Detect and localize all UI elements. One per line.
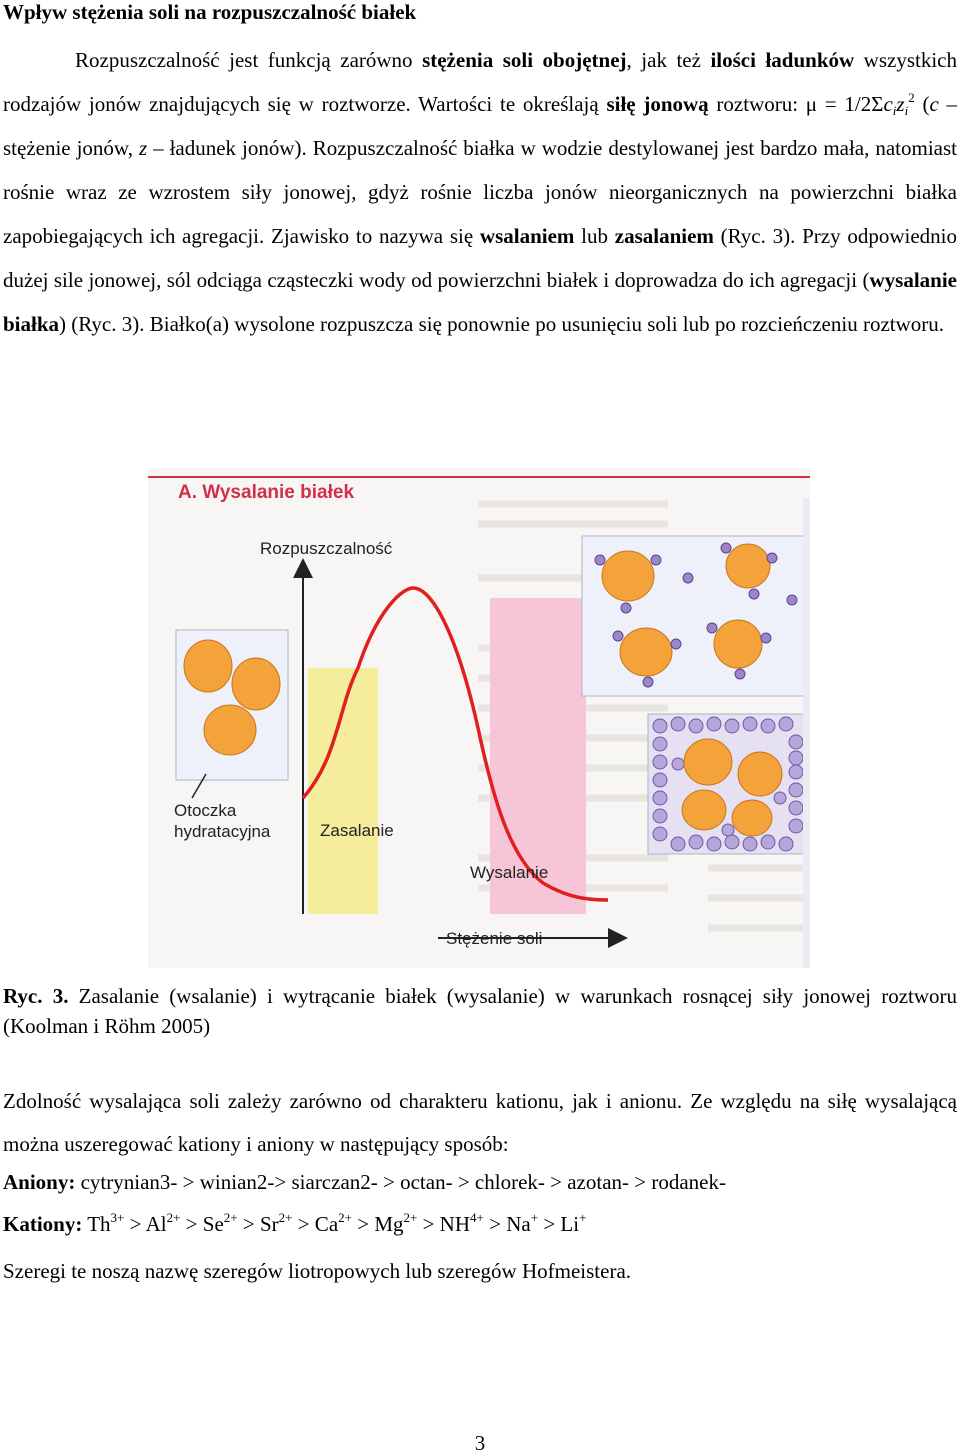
anions-series: Aniony: cytrynian3- > winian2-> siarczan2- > octan- > chlorek- > azotan- > rodanek- <box>3 1170 726 1194</box>
figure-caption: Ryc. 3. Zasalanie (wsalanie) i wytrącanie białek (wysalanie) w warunkach rosnącej siły jonowej roztworu (Koolman i Röhm 2005) <box>3 984 958 1038</box>
hydration-shell-label-2: hydratacyjna <box>174 822 271 841</box>
x-axis-label: Stężenie soli <box>446 929 543 948</box>
hofmeister-note: Szeregi te noszą nazwę szeregów liotropowych lub szeregów Hofmeistera. <box>3 1259 632 1283</box>
figure-heading: A. Wysalanie białek <box>178 482 355 503</box>
salting-diagram <box>148 468 810 968</box>
salting-out-label: Wysalanie <box>470 863 549 882</box>
cations-series: Kationy: $Th^{3+} > Al^{2+} > Se^{2+} > Sr^{2+} > Ca^{2+} > Mg^{2+} > NH^{4+} > Na^+ > Li^+$ <box>3 1210 587 1236</box>
section-title: Wpływ stężenia soli na rozpuszczalność białek <box>3 0 417 24</box>
y-axis-label: Rozpuszczalność <box>260 539 393 558</box>
paragraph-salting-power: Zdolność wysalająca soli zależy zarówno od charakteru kationu, jak i anionu. Ze względu na siłę wysalającą można uszeregować kationy i aniony w następujący sposób: <box>3 1089 957 1156</box>
hydration-shell-label-1: Otoczka <box>174 801 237 820</box>
paragraph-ionic-strength: Rozpuszczalność jest funkcją zarówno stężenia soli obojętnej, jak też ilości ładunków wszystkich rodzajów jonów znajdujących się w roztworze. Wartości te określają siłę jonową roztworu: $\mu = 1/2\Sigma c_iz_i^2$ (c – stężenie jonów, z – ładunek jonów). Rozpuszczalność białka w wodzie destylowanej jest bardzo mała, natomiast rośnie wraz ze wzrostem siły jonowej, gdyż rośnie liczba jonów nieorganicznych na powierzchni białka zapobiegających ich agregacji. Zjawisko to nazywa się wsalaniem lub zasalaniem (Ryc. 3). Przy odpowiednio dużej sile jonowej, sól odciąga cząsteczki wody od powierzchni białek i doprowadza do ich agregacji (wysalanie białka) (Ryc. 3). Białko(a) wysolone rozpuszcza się ponownie po usunięciu soli lub po rozcieńczeniu roztworu. <box>3 48 958 336</box>
salting-in-label: Zasalanie <box>320 821 394 840</box>
page-number: 3 <box>474 1431 486 1455</box>
figure-salting-out <box>148 468 810 968</box>
